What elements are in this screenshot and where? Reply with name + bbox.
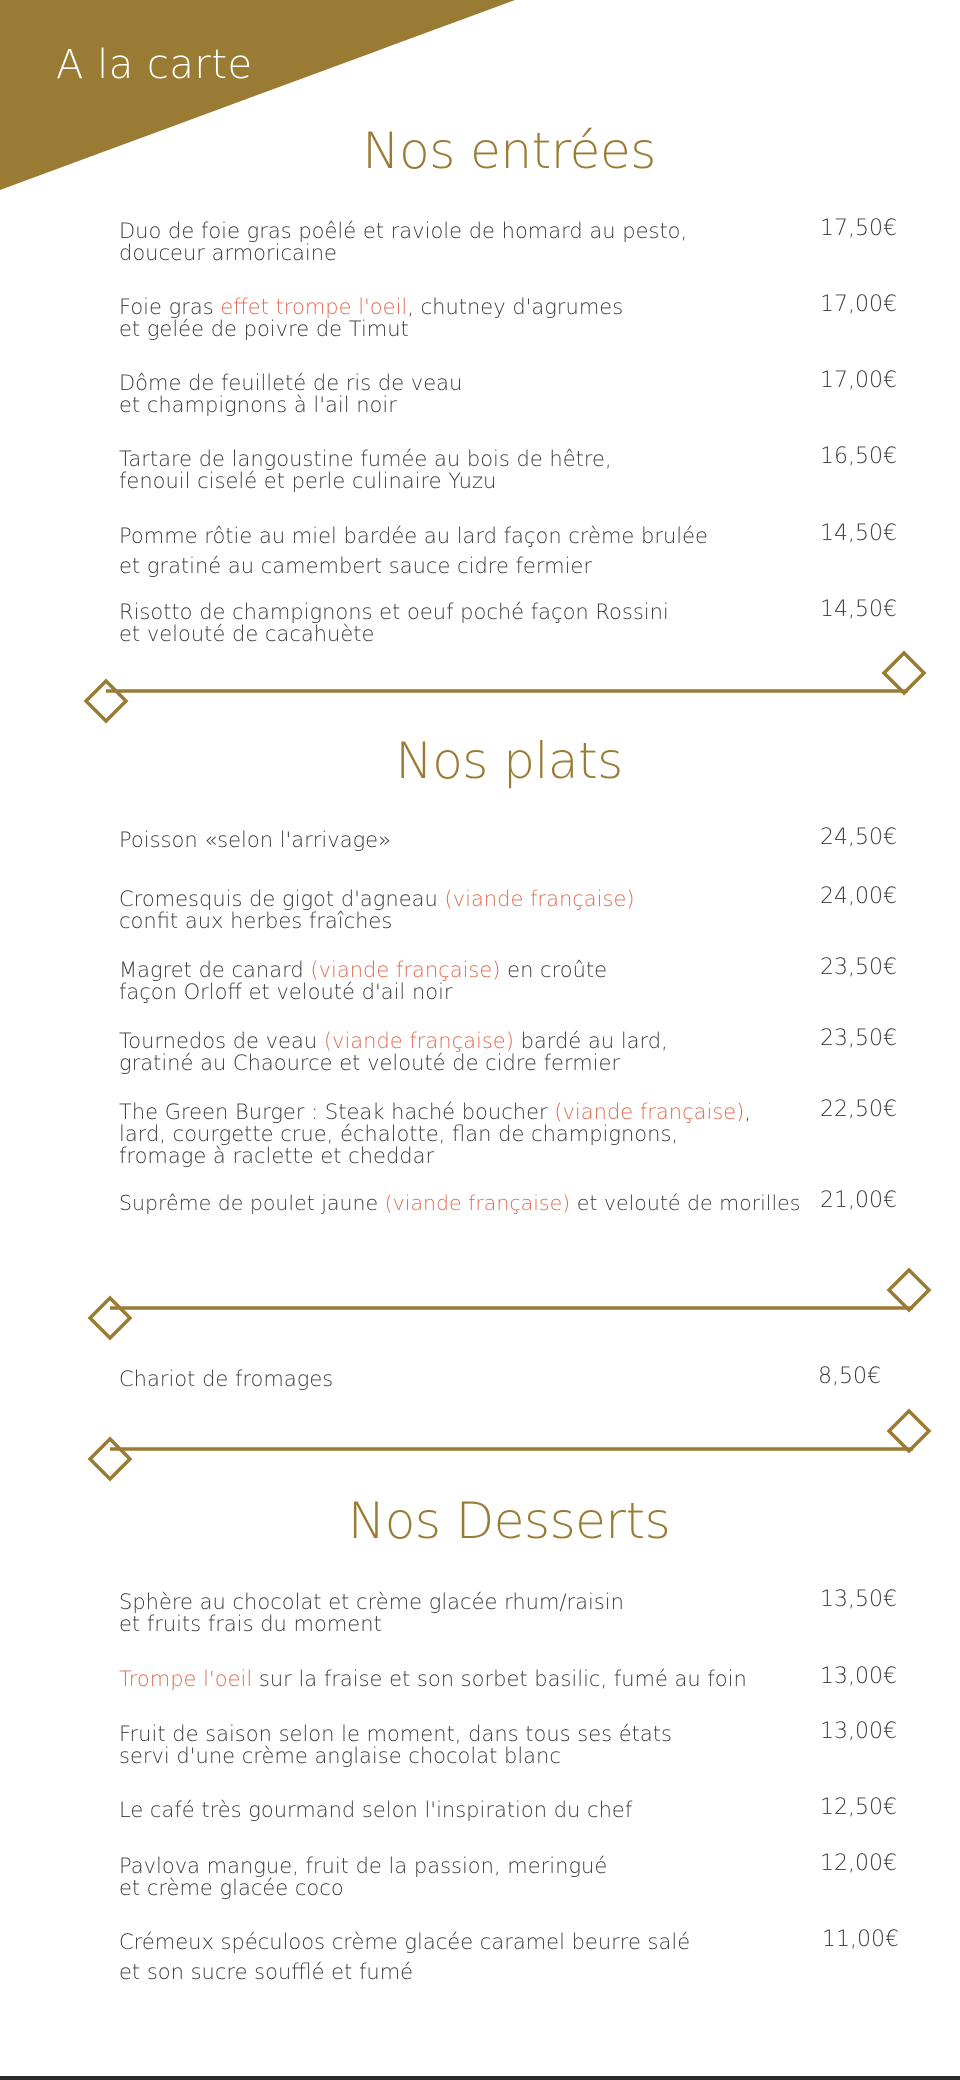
item-name: Poisson «selon l'arrivage» (119, 828, 391, 852)
item-name: Tartare de langoustine fumée au bois de hêtre, (119, 447, 612, 471)
item-price: 14,50€ (820, 521, 897, 546)
item-highlight: Trompe l'oeil (119, 1667, 253, 1691)
menu-title: A la carte (56, 42, 253, 88)
item-name: Pavlova mangue, fruit de la passion, meringué (119, 1854, 608, 1878)
item-price: 12,50€ (820, 1795, 897, 1820)
item-description: gratiné au Chaource et velouté de cidre fermier (119, 1051, 621, 1075)
menu-item (119, 1799, 819, 1821)
menu-item (119, 1030, 819, 1074)
item-name: Fruit de saison selon le moment, dans tous ses états (119, 1722, 672, 1746)
menu-item (119, 959, 819, 1003)
menu-item (119, 1192, 809, 1214)
item-price: 8,50€ (818, 1364, 881, 1389)
item-name: Magret de canard (viande française) en croûte (119, 958, 608, 982)
item-price: 17,00€ (820, 368, 897, 393)
item-name: Chariot de fromages (119, 1367, 334, 1391)
item-name: Foie gras effet trompe l'oeil, chutney d'agrumes (119, 295, 624, 319)
menu-item-fromages (119, 1368, 819, 1390)
item-description: confit aux herbes fraîches (119, 909, 393, 933)
item-highlight: (viande française) (384, 1191, 571, 1215)
item-description: et gratiné au camembert sauce cidre fermier (119, 554, 592, 578)
menu-item (119, 888, 819, 932)
item-name: Risotto de champignons et oeuf poché façon Rossini (119, 600, 669, 624)
item-highlight: (viande française) (444, 887, 635, 911)
item-description: fenouil ciselé et perle culinaire Yuzu (119, 469, 497, 493)
section-title-entrees: Nos entrées (362, 122, 656, 180)
menu-item (119, 829, 819, 851)
item-name: Duo de foie gras poêlé et raviole de homard au pesto, (119, 219, 688, 243)
item-price: 23,50€ (820, 955, 897, 980)
item-description: lard, courgette crue, échalotte, flan de champignons, (119, 1122, 679, 1146)
section-divider (0, 1267, 960, 1347)
menu-item (119, 525, 819, 577)
item-name: Tournedos de veau (viande française) bardé au lard, (119, 1029, 668, 1053)
item-description: façon Orloff et velouté d'ail noir (119, 980, 453, 1004)
item-description: et son sucre soufflé et fumé (119, 1960, 414, 1984)
menu-item (119, 1591, 819, 1635)
section-divider (0, 1408, 960, 1488)
item-name: Trompe l'oeil sur la fraise et son sorbet basilic, fumé au foin (119, 1667, 747, 1691)
menu-item (119, 372, 819, 416)
item-description: fromage à raclette et cheddar (119, 1144, 435, 1168)
item-price: 21,00€ (820, 1188, 897, 1213)
item-name: The Green Burger : Steak haché boucher (viande française), (119, 1100, 752, 1124)
menu-item (119, 1931, 819, 1983)
item-price: 22,50€ (820, 1097, 897, 1122)
item-name: Dôme de feuilleté de ris de veau (119, 371, 463, 395)
menu-item (119, 220, 819, 264)
menu-item (119, 1723, 819, 1767)
item-description: et fruits frais du moment (119, 1612, 382, 1636)
item-description: douceur armoricaine (119, 241, 337, 265)
item-description: servi d'une crème anglaise chocolat blanc (119, 1744, 561, 1768)
item-name: Crémeux spéculoos crème glacée caramel beurre salé (119, 1930, 691, 1954)
menu-item (119, 601, 819, 645)
item-price: 13,00€ (820, 1664, 897, 1689)
item-price: 24,00€ (820, 884, 897, 909)
item-price: 14,50€ (820, 597, 897, 622)
item-description: et crème glacée coco (119, 1876, 344, 1900)
item-highlight: (viande française) (554, 1100, 745, 1124)
menu-item (119, 1855, 819, 1899)
item-description: et gelée de poivre de Timut (119, 317, 409, 341)
menu-item (119, 1101, 819, 1167)
item-highlight: effet trompe l'oeil (220, 295, 408, 319)
item-name: Sphère au chocolat et crème glacée rhum/raisin (119, 1590, 624, 1614)
item-highlight: (viande française) (323, 1029, 514, 1053)
menu-item (119, 1668, 819, 1690)
item-price: 23,50€ (820, 1026, 897, 1051)
item-highlight: (viande française) (310, 958, 501, 982)
menu-item (119, 296, 819, 340)
item-price: 17,50€ (820, 216, 897, 241)
item-price: 24,50€ (820, 825, 897, 850)
item-description: et champignons à l'ail noir (119, 393, 397, 417)
section-title-plats: Nos plats (395, 732, 623, 790)
item-price: 11,00€ (822, 1927, 899, 1952)
item-price: 13,00€ (820, 1719, 897, 1744)
item-name: Le café très gourmand selon l'inspiration du chef (119, 1798, 633, 1822)
item-name: Cromesquis de gigot d'agneau (viande française) (119, 887, 635, 911)
item-price: 12,00€ (820, 1851, 897, 1876)
item-description: et velouté de cacahuète (119, 622, 375, 646)
item-price: 16,50€ (820, 444, 897, 469)
section-title-desserts: Nos Desserts (347, 1492, 671, 1550)
page-bottom-rule (0, 2076, 960, 2080)
menu-item (119, 448, 819, 492)
item-name: Suprême de poulet jaune (viande française) et velouté de morilles (119, 1191, 801, 1215)
item-price: 17,00€ (820, 292, 897, 317)
section-divider (0, 650, 960, 730)
item-name: Pomme rôtie au miel bardée au lard façon crème brulée (119, 524, 708, 548)
item-price: 13,50€ (820, 1587, 897, 1612)
